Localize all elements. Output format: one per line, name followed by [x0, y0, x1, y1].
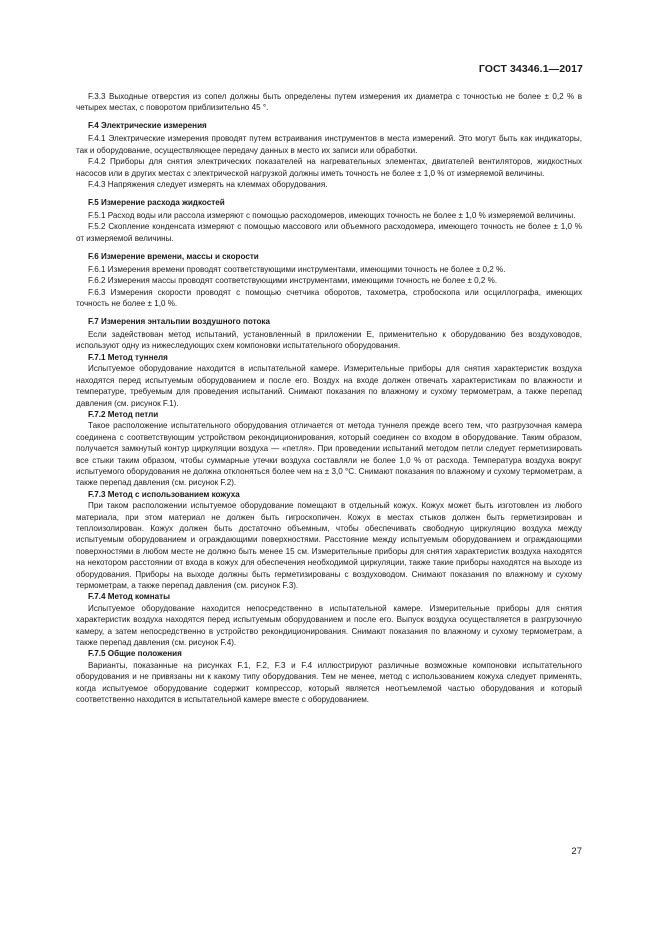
- heading-f5: F.5 Измерение расхода жидкостей: [88, 198, 225, 208]
- paragraph-f75: Варианты, показанные на рисунках F.1, F.2, F.3 и F.4 иллюстрируют различные возможные компоновки испытательного оборудования и не привязаны ни к какому типу оборудования. Тем не менее, метод с использованием кожуха следует применять, когда испытуемое оборудование содержит компрессор, который является неотъемлемой частью оборудования и который соответственно находится в испытательной камере вместе с оборудованием.: [76, 660, 582, 705]
- paragraph-f62: F.6.2 Измерения массы проводят соответствующими инструментами, имеющими точность не более ± 0,2 %.: [88, 276, 498, 286]
- paragraph-f63: F.6.3 Измерения скорости проводят с помощью счетчика оборотов, тахометра, стробоскопа или осциллографа, имеющих точность не более ± 1,0 %.: [76, 287, 582, 309]
- paragraph-f43: F.4.3 Напряжения следует измерять на клеммах оборудования.: [88, 180, 328, 190]
- paragraph-f7: Если задействован метод испытаний, установленный в приложении Е, применительно к оборудованию без воздуховодов, используют одну из нижеследующих схем компоновки испытательного оборудования.: [76, 330, 582, 351]
- heading-f74: F.7.4 Метод комнаты: [88, 592, 171, 602]
- paragraph-f61: F.6.1 Измерения времени проводят соответствующими инструментами, имеющими точность не более ± 0,2 %.: [88, 264, 506, 274]
- paragraph-f33: F.3.3 Выходные отверстия из сопел должны быть определены путем измерения их диаметра с точностью не более ± 0,2 % в четырех местах, с поворотом приблизительно 45 °.: [76, 92, 582, 113]
- paragraph-f52: F.5.2 Скопление конденсата измеряют с помощью массового или объемного расходомера, имеющего точность не более ± 1,0 % от измеряемой величины.: [76, 222, 582, 243]
- paragraph-f42: F.4.2 Приборы для снятия электрических показателей на нагревательных элементах, двигателей вентиляторов, жидкостных насосов или в других местах с электрической нагрузкой должны иметь точность не более ± 1,0 % от измеряемой величины.: [76, 157, 582, 178]
- heading-f72: F.7.2 Метод петли: [88, 409, 159, 419]
- paragraph-f73: При таком расположении испытуемое оборудование помещают в отдельный кожух. Кожух может быть изготовлен из любого материала, при этом материал не должен быть гигроскопичен. Кожух в местах стыков должен быть герметизирован и теплоизолирован. Кожух должен быть достаточно объемным, чтобы обеспечивать свободную циркуляцию воздуха между испытуемым оборудованием и ограждающими поверхностями. Расстояние между испытуемым оборудованием и ограждающими поверхностями в любом месте не должно быть менее 15 см. Измерительные приборы для снятия характеристик воздуха находятся на некотором расстоянии от входа в кожух для обеспечения необходимой циркуляции, также такие приборы находятся на выходе из оборудования. Приборы на выходе должны быть герметизированы с воздуховодом. Снимают показания по влажному и сухому термометрам, а также перепад давления (см. рисунок F.3).: [76, 501, 582, 590]
- heading-f4: F.4 Электрические измерения: [88, 121, 207, 131]
- standard-code: ГОСТ 34346.1—2017: [478, 63, 583, 75]
- heading-f75: F.7.5 Общие положения: [88, 649, 182, 659]
- page-number: 27: [571, 846, 582, 857]
- heading-f71: F.7.1 Метод туннеля: [88, 352, 168, 362]
- heading-f6: F.6 Измерение времени, массы и скорости: [88, 251, 259, 261]
- document-body: [76, 91, 582, 705]
- paragraph-f71: Испытуемое оборудование находится в испытательной камере. Измерительные приборы для снятия характеристик воздуха находятся перед испытуемым оборудованием и после его. Воздух на входе должен отвечать характеристикам по влажности и температуре, требуемым для проведения испытаний. Снимают показания по влажному и сухому термометрам, а также перепад давления (см. рисунок F.1).: [76, 364, 582, 408]
- paragraph-f74: Испытуемое оборудование находится непосредственно в испытательной камере. Измерительные приборы для снятия характеристик воздуха находятся перед испытуемым оборудованием и после его. Выпуск воздуха осуществляется в разгрузочную камеру, а затем непосредственно в устройство рекондиционирования. Снимают показания по влажному и сухому термометрам, а также перепад давления (см. рисунок F.4).: [76, 603, 582, 648]
- paragraph-f41: F.4.1 Электрические измерения проводят путем встраивания инструментов в места измерений. Это могут быть как индикаторы, так и оборудование, осуществляющее передачу данных в место их записи или обработки.: [76, 134, 582, 155]
- heading-f73: F.7.3 Метод с использованием кожуха: [88, 489, 240, 499]
- paragraph-f51: F.5.1 Расход воды или рассола измеряют с помощью расходомеров, имеющих точность не более ± 1,0 % измеряемой величины.: [88, 211, 576, 221]
- heading-f7: F.7 Измерения энтальпии воздушного потока: [88, 317, 270, 327]
- paragraph-f72: Такое расположение испытательного оборудования отличается от метода туннеля прежде всего тем, что разгрузочная камера соединена с соответствующим устройством рекондиционирования, который соединен со входом в оборудование. Таким образом, получается замкнутый контур циркуляции воздуха — «петля». При проведении испытаний методом петли следует герметизировать все стыки таким образом, чтобы суммарные утечки воздуха составляли не более 1,0 % от расхода. Температура воздуха вокруг испытуемого оборудования не должна отклоняться более чем на ± 3,0 °С. Снимают показания по влажному и сухому термометрам, а также перепад давления (см. рисунок F.2).: [76, 421, 582, 488]
